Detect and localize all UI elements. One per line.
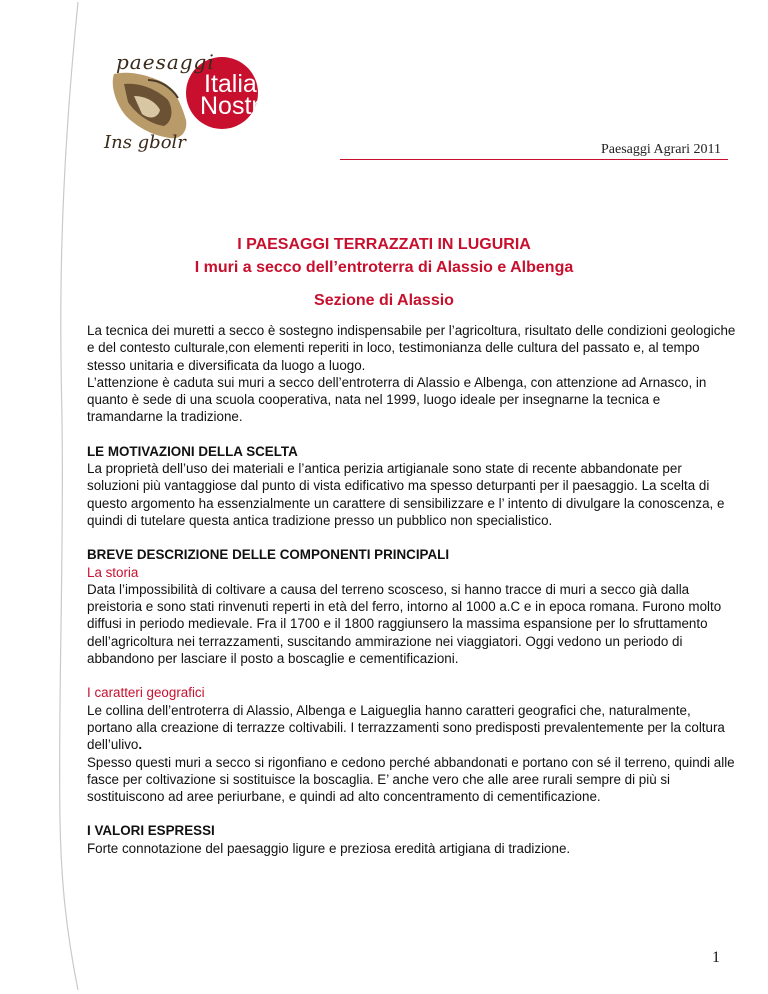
heading-motivazioni: LE MOTIVAZIONI DELLA SCELTA bbox=[87, 443, 298, 459]
subheading-geografici: I caratteri geografici bbox=[87, 685, 205, 701]
heading-valori: I VALORI ESPRESSI bbox=[87, 823, 215, 839]
paragraph-motivazioni: La proprietà dell’uso dei materiali e l’antica perizia artigianale sono state di recente abbandonate per soluzioni più vantaggiose dal punto di vista edificativo ma spesso deturpanti per il paesaggio. La scelta di questo argomento ha essenzialmente un carattere di sensibilizzare e l’ intento di divulgare la conoscenza, e quindi di tutelare questa antica tradizione presso un pubblico non specialistico. bbox=[87, 461, 725, 528]
paragraph-geografici-text: Le collina dell’entroterra di Alassio, Albenga e Laigueglia hanno caratteri geografici che, naturalmente, portano alla creazione di terrazze coltivabili. I terrazzamenti sono predisposti prevalentemente per la coltura dell’ulivo bbox=[87, 702, 725, 753]
paragraph-muri: Spesso questi muri a secco si rigonfiano e cedono perché abbandonati e portano con sé il terreno, quindi alle fasce per coltivazione si sostituisce la boscaglia. E’ anche vero che alle aree rurali sempre di più si sostituiscono ad aree periurbane, e quindi ad alto concentramento di cementificazione. bbox=[87, 754, 735, 805]
document-title: I PAESAGGI TERRAZZATI IN LUGURIA bbox=[237, 236, 531, 253]
logo-script-top: paesaggi bbox=[116, 50, 215, 74]
intro-paragraph-2: L’attenzione è caduta sui muri a secco dell’entroterra di Alassio e Albenga, con attenzione ad Arnasco, in quanto è sede di una scuola cooperativa, nata nel 1999, luogo ideale per insegnarne la tecnica e tramandarne la tradizione. bbox=[87, 374, 707, 425]
logo-text-italia: Italia bbox=[204, 70, 257, 98]
page-number: 1 bbox=[712, 949, 720, 966]
heading-componenti: BREVE DESCRIZIONE DELLE COMPONENTI PRINCIPALI bbox=[87, 547, 450, 563]
decorative-margin-curve bbox=[0, 0, 80, 994]
header-divider bbox=[340, 159, 728, 160]
logo-script-bottom: Ins gbolr bbox=[104, 132, 186, 153]
italia-nostra-logo bbox=[100, 40, 274, 160]
document-body bbox=[87, 322, 737, 857]
paragraph-geografici: Le collina dell’entroterra di Alassio, Albenga e Laigueglia hanno caratteri geografici che, naturalmente, portano alla creazione di terrazze coltivabili. I terrazzamenti sono predisposti prevalentemente per la coltura dell’ulivo. bbox=[87, 702, 725, 753]
document-subtitle: I muri a secco dell’entroterra di Alassio e Albenga bbox=[194, 259, 574, 276]
paragraph-storia: Data l’impossibilità di coltivare a causa del terreno scosceso, si hanno tracce di muri a secco già dalla preistoria e sono stati rinvenuti reperti in età del ferro, intorno al 1000 a.C e in epoca romana. Furono molto diffusi in periodo medievale. Fra il 1700 e il 1800 raggiunsero la massima espansione per lo sfruttamento dell’agricoltura nei terrazzamenti, suscitando ammirazione nei viaggiatori. Oggi vedono un periodo di abbandono per lasciare il posto a boscaglie e cementificazioni. bbox=[87, 581, 722, 667]
intro-paragraph-1: La tecnica dei muretti a secco è sostegno indispensabile per l’agricoltura, risultato delle condizioni geologiche e del contesto culturale,con elementi reperiti in loco, testimonianza delle cultura del passato e, al tempo stesso unitaria e diversificata da luogo a luogo. bbox=[87, 323, 736, 373]
header-title: Paesaggi Agrari 2011 bbox=[600, 142, 721, 157]
section-heading: Sezione di Alassio bbox=[314, 292, 454, 309]
paragraph-valori: Forte connotazione del paesaggio ligure e preziosa eredità artigiana di tradizione. bbox=[87, 840, 571, 856]
logo-text-nostra: Nostra bbox=[200, 92, 274, 120]
subheading-storia: La storia bbox=[87, 564, 139, 580]
